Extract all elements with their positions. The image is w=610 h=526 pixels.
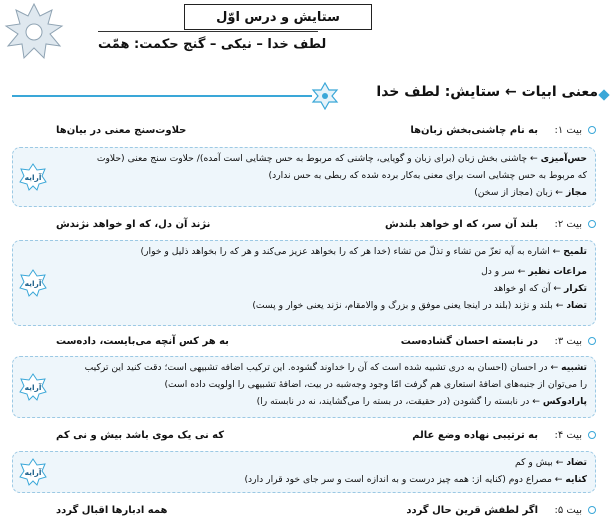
lesson-header [0, 0, 610, 62]
bullet-icon [588, 337, 596, 345]
figure-term: تکرار [564, 283, 587, 294]
note-text: ← سر و دل [481, 266, 529, 277]
lesson-title: ستایش و درس اوّل [184, 4, 372, 30]
verse-number: بیت ۳: [554, 336, 582, 347]
figure-term: کنایه [565, 474, 587, 485]
note-line [53, 263, 587, 280]
verse-row [16, 503, 596, 521]
bullet-icon [588, 220, 596, 228]
figure-term: تضاد [566, 300, 587, 311]
lesson-subtitle: لطف خدا – نیکی – گنج حکمت: همّت [98, 36, 327, 52]
verse-hemistich-2: نژند آن دل، که او خواهد نژندش [56, 219, 211, 230]
section-heading [12, 82, 602, 110]
figure-term: مجاز [565, 187, 587, 198]
note-line [53, 359, 587, 376]
badge-label: آرایه [24, 278, 42, 288]
verse-row [16, 123, 596, 141]
verse-hemistich-1: به نام چاشنی‌بخش زبان‌ها [410, 125, 538, 136]
bullet-icon [588, 506, 596, 514]
note-line [53, 297, 587, 314]
note-text: ← چاشنی بخش زبان (برای زبان و گویایی، چاشنی که مربوط به حس چشایی است آمده)/ حلاوت سنج معنی (حلاوت [96, 153, 541, 164]
figure-term: مراعات نظیر [528, 266, 587, 277]
figure-term: تضاد [566, 457, 587, 468]
note-box [12, 451, 596, 493]
note-line [53, 167, 587, 184]
verse-hemistich-2: به هر کس آنچه می‌بایست، داده‌ست [56, 336, 229, 347]
verse-hemistich-1: اگر لطفش قرین حال گردد [406, 505, 538, 516]
note-line [53, 454, 587, 471]
verse-number: بیت ۵: [554, 505, 582, 516]
verse-number: بیت ۱: [554, 125, 582, 136]
verse-hemistich-1: در نابسته احسان گشاده‌ست [400, 336, 538, 347]
figure-term: حس‌آمیزی [540, 153, 587, 164]
figure-term: پارادوکس [542, 396, 587, 407]
verse-hemistich-2: که نی یک موی باشد بیش و نی کم [56, 430, 225, 441]
note-text: ← بیش و کم [514, 457, 567, 468]
note-box [12, 240, 596, 326]
ornament-logo-icon [4, 2, 64, 62]
verse-row [16, 334, 596, 352]
verse-hemistich-2: همه ادبارها اقبال گردد [56, 505, 168, 516]
verse-hemistich-1: بلند آن سر، که او خواهد بلندش [384, 219, 538, 230]
section-bullet-icon [598, 89, 609, 100]
verse-row [16, 217, 596, 235]
verse-row [16, 428, 596, 446]
note-text: ← بلند و نژند (بلند در اینجا یعنی موفق و بزرگ و والامقام، نژند یعنی خوار و پست) [252, 300, 567, 311]
badge-label: آرایه [24, 172, 42, 182]
verse-number: بیت ۴: [554, 430, 582, 441]
bullet-icon [588, 126, 596, 134]
section-rule [12, 95, 312, 97]
verse-hemistich-2: حلاوت‌سنج معنی در بیان‌ها [56, 125, 187, 136]
note-line [53, 376, 587, 393]
badge-label: آرایه [24, 467, 42, 477]
section-ornament-icon [310, 82, 340, 110]
note-line [53, 184, 587, 201]
bullet-icon [588, 431, 596, 439]
note-text: را می‌توان از جنبه‌های اضافهٔ استعاری هم گرفت امّا وجود وجه‌شبه در بیت، اضافهٔ تشبیهی را اولویت داده است) [164, 379, 587, 390]
note-text: ← اشاره به آیه تعزّ من تشاء و تذلّ من تشاء (خدا هر که را بخواهد عزیز می‌کند و هر که را بخواهد ذلیل و خوار) [140, 246, 564, 257]
note-line [53, 393, 587, 410]
section-title: معنی ابیات ← ستایش: لطف خدا [376, 84, 598, 100]
badge-label: آرایه [24, 382, 42, 392]
note-text: ← مصراع دوم (کنایه از: همه چیز درست و به اندازه است و سر جای خود قرار دارد) [244, 474, 566, 485]
verse-hemistich-1: به ترتیبی نهاده وضع عالم [412, 430, 538, 441]
note-line [53, 280, 587, 297]
figure-term: تشبیه [561, 362, 587, 373]
note-box [12, 147, 596, 207]
note-text: ← زبان (مجاز از سخن) [474, 187, 566, 198]
figure-term: تلمیح [563, 246, 587, 257]
note-box [12, 356, 596, 418]
note-text: ← در نابسته را گشودن (در حقیقت، در بسته را می‌گشایند، نه در نابسته را) [256, 396, 543, 407]
note-text: که مربوط به حس چشایی است برای معنی به‌کار برده شده که ربطی به حس ندارد) [268, 170, 587, 181]
note-text: ← آن که او خواهد [493, 283, 565, 294]
note-text: ← در احسان (احسان به دری تشبیه شده است که آن را خداوند گشوده. این ترکیب اضافه تشبیهی است؛ دقت کنید این ترکیب [84, 362, 562, 373]
note-line [53, 243, 587, 260]
note-line [53, 471, 587, 488]
verse-number: بیت ۲: [554, 219, 582, 230]
note-line [53, 150, 587, 167]
